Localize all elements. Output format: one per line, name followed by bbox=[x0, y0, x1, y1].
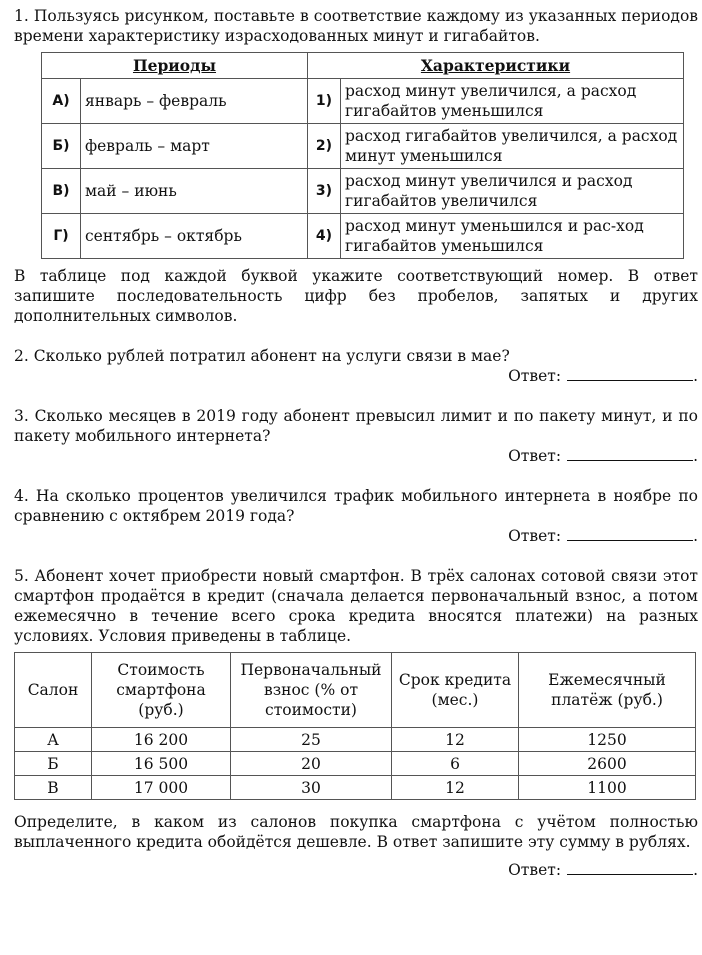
periods-table bbox=[41, 52, 684, 259]
characteristic-text: расход минут уменьшился и рас-ход гигабайтов уменьшился bbox=[341, 214, 684, 259]
characteristic-number: 4) bbox=[308, 214, 341, 259]
periods-header: Периоды bbox=[42, 53, 308, 79]
period-letter: Г) bbox=[42, 214, 81, 259]
characteristic-text: расход минут увеличился, а расход гигабайтов уменьшился bbox=[341, 79, 684, 124]
table-row bbox=[42, 124, 684, 169]
cell: 6 bbox=[392, 752, 519, 776]
cell: 20 bbox=[231, 752, 392, 776]
characteristic-number: 2) bbox=[308, 124, 341, 169]
column-header: Первоначальный взнос (% от стоимости) bbox=[231, 653, 392, 728]
cell: 16 500 bbox=[92, 752, 231, 776]
period-letter: В) bbox=[42, 169, 81, 214]
answer-field[interactable] bbox=[567, 860, 693, 875]
task3-question: 3. Сколько месяцев в 2019 году абонент превысил лимит и по пакету минут, и по пакету мобильного интернета? bbox=[14, 407, 698, 445]
task5-text: 5. Абонент хочет приобрести новый смартфон. В трёх салонах сотовой связи этот смартфон продаётся в кредит (сначала делается первоначальный взнос, а потом ежемесячно в течение всего срока кредита вносятся платежи) на разных условиях. Условия приведены в таблице. bbox=[14, 567, 698, 645]
period-name: сентябрь – октябрь bbox=[81, 214, 308, 259]
cell: 12 bbox=[392, 728, 519, 752]
table-row bbox=[42, 79, 684, 124]
column-header: Салон bbox=[15, 653, 92, 728]
cell: 1100 bbox=[519, 776, 696, 800]
period-name: май – июнь bbox=[81, 169, 308, 214]
cell: Б bbox=[15, 752, 92, 776]
characteristic-text: расход гигабайтов увеличился, а расход минут уменьшился bbox=[341, 124, 684, 169]
cell: 16 200 bbox=[92, 728, 231, 752]
cell: 1250 bbox=[519, 728, 696, 752]
answer-label: Ответ: bbox=[508, 367, 562, 385]
answer-field[interactable] bbox=[567, 446, 693, 461]
task5-answer: Ответ: . bbox=[508, 861, 698, 879]
cell: 25 bbox=[231, 728, 392, 752]
cell: 2600 bbox=[519, 752, 696, 776]
column-header: Стоимость смартфона (руб.) bbox=[92, 653, 231, 728]
cell: В bbox=[15, 776, 92, 800]
cell: 17 000 bbox=[92, 776, 231, 800]
answer-field[interactable] bbox=[567, 526, 693, 541]
characteristic-text: расход минут увеличился и расход гигабайтов увеличился bbox=[341, 169, 684, 214]
task4-answer: Ответ: . bbox=[508, 527, 698, 545]
period-name: февраль – март bbox=[81, 124, 308, 169]
task1-intro: 1. Пользуясь рисунком, поставьте в соответствие каждому из указанных периодов времени характеристику израсходованных минут и гигабайтов. bbox=[14, 7, 698, 45]
task1-instruction: В таблице под каждой буквой укажите соответствующий номер. В ответ запишите последовательность цифр без пробелов, запятых и других дополнительных символов. bbox=[14, 267, 698, 325]
worksheet bbox=[14, 6, 698, 880]
task2-answer: Ответ: . bbox=[508, 367, 698, 385]
table-row bbox=[15, 776, 696, 800]
period-letter: А) bbox=[42, 79, 81, 124]
table-row bbox=[42, 169, 684, 214]
answer-label: Ответ: bbox=[508, 447, 562, 465]
cell: А bbox=[15, 728, 92, 752]
cell: 30 bbox=[231, 776, 392, 800]
answer-field[interactable] bbox=[567, 366, 693, 381]
period-letter: Б) bbox=[42, 124, 81, 169]
answer-label: Ответ: bbox=[508, 527, 562, 545]
characteristics-header: Характеристики bbox=[308, 53, 684, 79]
task4-question: 4. На сколько процентов увеличился трафик мобильного интернета в ноябре по сравнению с октябрем 2019 года? bbox=[14, 487, 698, 525]
table-row bbox=[15, 752, 696, 776]
characteristic-number: 1) bbox=[308, 79, 341, 124]
column-header: Срок кредита (мес.) bbox=[392, 653, 519, 728]
answer-label: Ответ: bbox=[508, 861, 562, 879]
table-row bbox=[15, 728, 696, 752]
cell: 12 bbox=[392, 776, 519, 800]
task3-answer: Ответ: . bbox=[508, 447, 698, 465]
task2-question: 2. Сколько рублей потратил абонент на услуги связи в мае? bbox=[14, 347, 510, 365]
shops-table bbox=[14, 652, 696, 800]
column-header: Ежемесячный платёж (руб.) bbox=[519, 653, 696, 728]
task5-question: Определите, в каком из салонов покупка смартфона с учётом полностью выплаченного кредита обойдётся дешевле. В ответ запишите эту сумму в рублях. bbox=[14, 813, 698, 851]
period-name: январь – февраль bbox=[81, 79, 308, 124]
table-row bbox=[42, 214, 684, 259]
characteristic-number: 3) bbox=[308, 169, 341, 214]
